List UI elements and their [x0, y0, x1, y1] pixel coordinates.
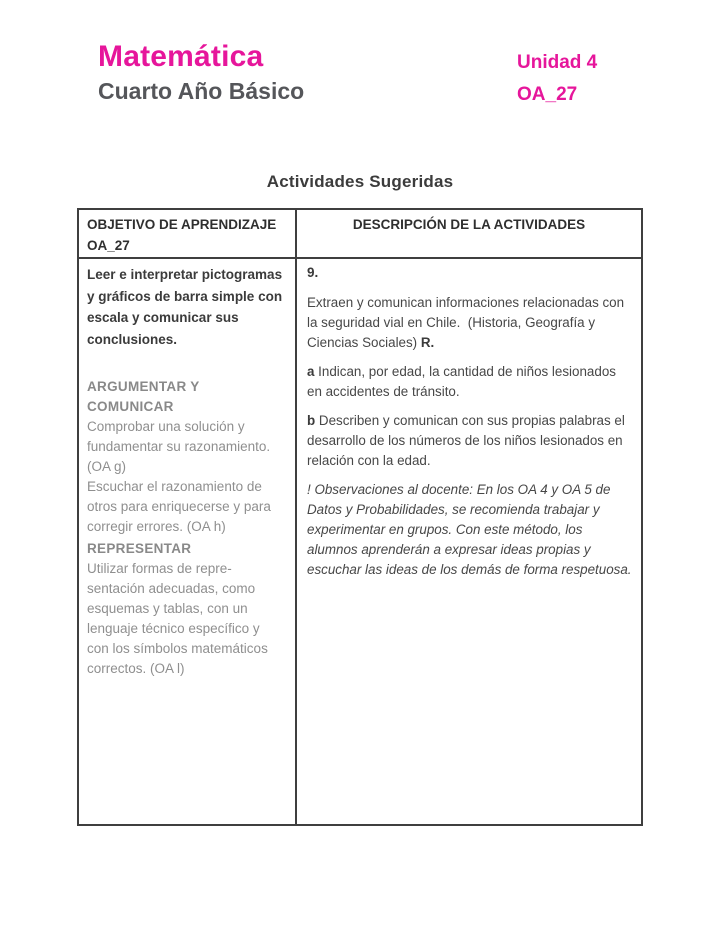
- text-line: Escuchar el razonamiento de: [87, 479, 262, 494]
- subject-title: Matemática: [98, 40, 264, 73]
- item-a-label: a: [307, 364, 315, 379]
- activity-item-b: [307, 411, 634, 471]
- activity-intro-bold-marker: R.: [420, 335, 435, 350]
- text-line: escala y comunicar sus: [87, 310, 239, 325]
- text-line: Utilizar formas de repre-: [87, 561, 232, 576]
- table-header-description: [297, 210, 641, 259]
- text-line: y gráficos de barra simple con: [87, 288, 283, 304]
- learning-objective-text: [87, 264, 287, 350]
- objective-cell: [79, 259, 297, 824]
- text-line: conclusiones.: [87, 331, 178, 347]
- skill-lines: [87, 559, 287, 679]
- table-header-objective: [79, 210, 297, 259]
- activity-item-a: [307, 362, 634, 402]
- teacher-note-paragraph: ! Observaciones al docente: En los OA 4 y OA 5 de Datos y Probabilidades, se recomienda trabajar y experimentar en grupos. Con este método, los alumnos aprenderán a expresar ideas propias y escuchar las ideas de los demás de forma respetuosa.: [307, 482, 632, 577]
- text-line: corregir errores. (OA h): [87, 519, 226, 534]
- unit-label: Unidad 4: [517, 52, 598, 73]
- text-line: correctos. (OA l): [87, 661, 185, 676]
- activities-table: [77, 208, 643, 826]
- text-line: Leer e interpretar pictogramas: [87, 267, 283, 282]
- activity-intro-text: Extraen y comunican informaciones relacionadas con la seguridad vial en Chile. (Historia, Geografía y Ciencias Sociales): [307, 295, 628, 350]
- activity-intro-paragraph: [307, 293, 634, 353]
- activity-number: 9.: [307, 265, 319, 280]
- text-line: Comprobar una solución y: [87, 419, 245, 434]
- section-title: Actividades Sugeridas: [266, 172, 454, 191]
- table-header-objective-line2: OA_27: [87, 238, 130, 253]
- table-header-description-text: DESCRIPCIÓN DE LA ACTIVIDADES: [352, 217, 586, 232]
- text-line: esquemas y tablas, con un: [87, 601, 248, 616]
- text-line: lenguaje técnico específico y: [87, 621, 260, 636]
- skill-lines: [87, 417, 287, 537]
- table-header-objective-line1: OBJETIVO DE APRENDIZAJE: [87, 217, 277, 232]
- skill-section-argumentar: [87, 377, 287, 537]
- item-a-text: Indican, por edad, la cantidad de niños lesionados en accidentes de tránsito.: [307, 364, 620, 399]
- skill-heading: ARGUMENTAR Y COMUNICAR: [87, 379, 200, 414]
- skill-section-representar: [87, 539, 287, 679]
- oa-code-label: OA_27: [517, 84, 578, 105]
- text-line: otros para enriquecerse y para: [87, 499, 271, 514]
- item-b-text: Describen y comunican con sus propias palabras el desarrollo de los números de los niños lesionados en relación con la edad.: [307, 413, 629, 468]
- skill-heading: REPRESENTAR: [87, 541, 192, 556]
- text-line: con los símbolos matemáticos: [87, 641, 268, 656]
- description-cell: [297, 259, 641, 824]
- text-line: fundamentar su razonamiento.: [87, 439, 271, 454]
- text-line: sentación adecuadas, como: [87, 581, 256, 596]
- text-line: (OA g): [87, 459, 127, 474]
- item-b-label: b: [307, 413, 316, 428]
- grade-subtitle: Cuarto Año Básico: [98, 78, 305, 104]
